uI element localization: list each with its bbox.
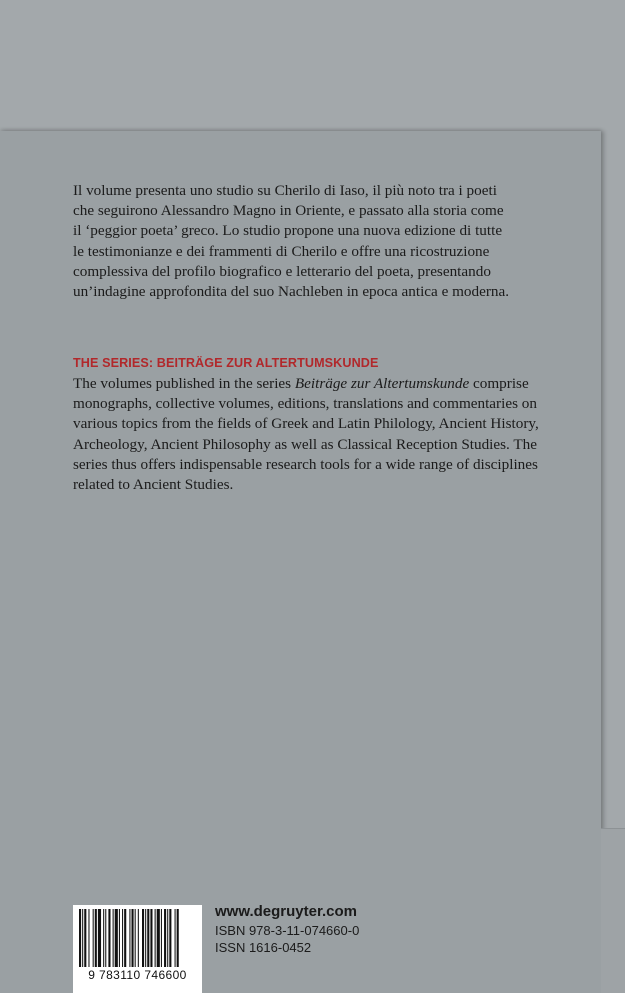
barcode-bar [119,909,120,967]
barcode-bar [115,909,118,967]
series-description [73,374,569,495]
barcode-bar [84,909,86,967]
barcode-bar [145,909,146,967]
barcode-bar [164,909,166,967]
barcode-bar [98,909,101,967]
barcode-digits: 9 783110 746600 [88,968,187,982]
blurb-line: le testimonianze e dei frammenti di Cherilo e offre una ricostruzione [73,242,490,260]
barcode-bar [175,909,176,967]
series-name: Beiträge zur Altertumskunde [294,375,470,392]
barcode-bar [142,909,144,967]
barcode-bar [88,909,89,967]
italian-blurb [73,181,563,302]
barcode-bars [79,909,196,967]
barcode-bar [129,909,130,967]
publisher-info [215,902,359,956]
blurb-line: il ‘peggior poeta’ greco. Lo studio propone una nuova edizione di tutte [73,222,503,240]
publisher-url: www.degruyter.com [215,903,357,920]
barcode-bar [167,909,168,967]
series-heading: THE SERIES: BEITRÄGE ZUR ALTERTUMSKUNDE [73,356,379,370]
barcode-bar [122,909,123,967]
isbn: ISBN 978-3-11-074660-0 [215,923,360,938]
barcode-bar [79,909,81,967]
blurb-line: un’indagine approfondita del suo Nachleben in epoca antica e moderna. [73,283,510,301]
series-line: series thus offers indispensable research tools for a wide range of disciplines [73,455,538,473]
barcode-bar [93,909,94,967]
barcode-bar [161,909,162,967]
barcode-bar [108,909,110,967]
barcode-bar [95,909,97,967]
barcode-bar [82,909,83,967]
blurb-line: complessiva del profilo biografico e letterario del poeta, presentando [73,262,491,280]
barcode-bar [105,909,106,967]
barcode [73,905,202,993]
barcode-bar [113,909,114,967]
series-line: Archeology, Ancient Philosophy as well as Classical Reception Studies. The [73,435,537,453]
blurb-line: che seguirono Alessandro Magno in Oriente, e passato alla storia come [73,202,504,220]
barcode-bar [124,909,126,967]
series-line: various topics from the fields of Greek and Latin Philology, Ancient History, [73,415,539,433]
blurb-line: Il volume presenta uno studio su Cherilo di Iaso, il più noto tra i poeti [73,182,497,199]
barcode-bar [169,909,171,967]
series-intro: The volumes published in the series [73,375,295,392]
issn: ISSN 1616-0452 [215,940,312,955]
barcode-bar [132,909,134,967]
series-line: monographs, collective volumes, editions, translations and commentaries on [73,395,537,413]
barcode-bar [138,909,139,967]
book-edge-shadow [601,829,625,993]
barcode-bar [177,909,179,967]
series-intro-end: comprise [469,375,529,392]
series-line: related to Ancient Studies. [73,476,234,494]
barcode-bar [135,909,136,967]
barcode-bar [150,909,152,967]
barcode-bar [103,909,104,967]
barcode-bar [157,909,160,967]
barcode-bar [147,909,149,967]
barcode-bar [155,909,156,967]
